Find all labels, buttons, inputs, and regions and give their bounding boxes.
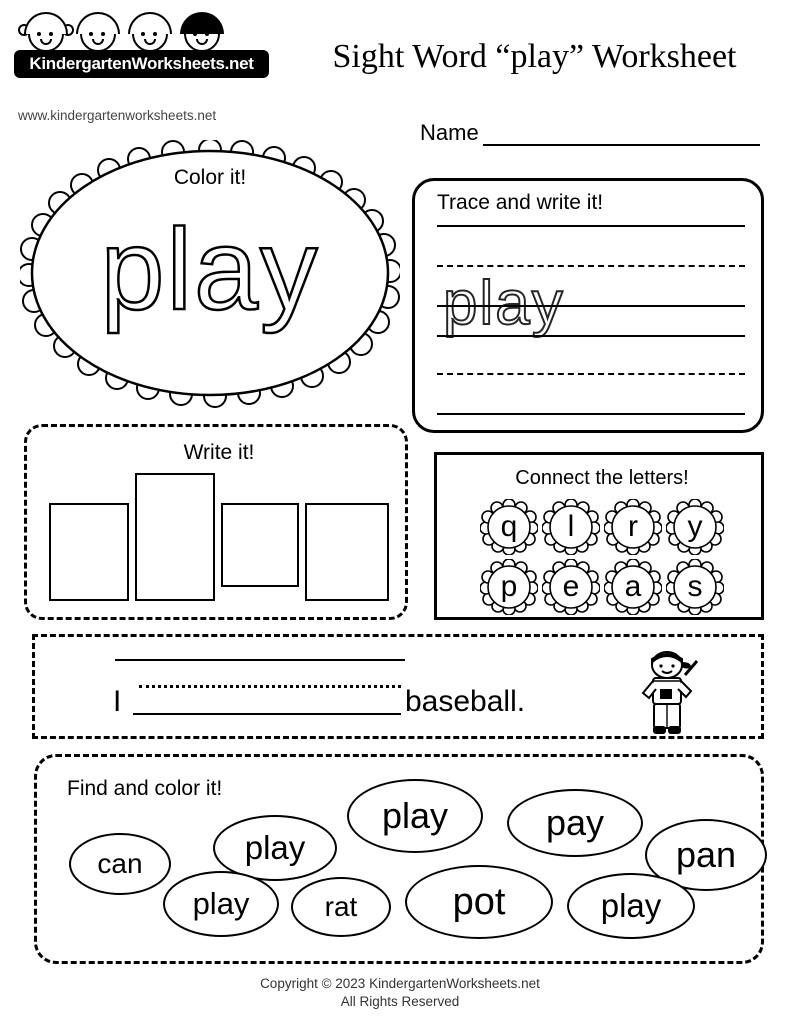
site-url[interactable]: www.kindergartenworksheets.net	[18, 108, 217, 123]
letter-flower[interactable]	[480, 499, 538, 555]
flower-letter: p	[500, 570, 518, 603]
word-bubble[interactable]	[405, 865, 553, 939]
word-bubble-label: play	[600, 887, 662, 924]
letter-flower[interactable]	[480, 559, 538, 615]
baseball-player-icon	[621, 645, 713, 737]
word-bubble[interactable]	[291, 877, 391, 937]
letter-box[interactable]	[135, 473, 215, 601]
flower-letter: s	[687, 570, 703, 603]
logo-worksheets-text: Worksheets.net	[131, 54, 254, 73]
trace-and-write-section	[412, 178, 764, 433]
connect-row-top	[447, 499, 757, 555]
word-bubble-label: pay	[545, 802, 605, 843]
site-logo[interactable]	[14, 12, 269, 78]
flower-letter: a	[624, 570, 642, 603]
logo-kindergarten-text: Kindergarten	[29, 54, 132, 73]
sentence-pronoun: I	[113, 685, 122, 718]
word-bubble-label: rat	[324, 891, 358, 922]
color-it-section	[20, 140, 400, 410]
word-bubble[interactable]	[69, 833, 171, 895]
flower-letter: l	[567, 510, 575, 543]
sentence-top-line[interactable]	[115, 659, 405, 661]
flower-letter: r	[628, 510, 638, 543]
word-bubble-label: play	[381, 795, 449, 836]
name-input-line[interactable]	[483, 124, 760, 146]
trace-word: play	[443, 269, 565, 338]
connect-letters-section	[434, 452, 764, 620]
letter-flower[interactable]	[542, 559, 600, 615]
page-title: Sight Word “play” Worksheet	[332, 38, 737, 75]
connect-row-bottom	[447, 559, 757, 615]
sentence-section	[32, 634, 764, 739]
color-it-caption: Color it!	[173, 166, 247, 189]
word-bubble[interactable]	[567, 873, 695, 939]
connect-caption: Connect the letters!	[515, 467, 689, 489]
connect-flower-grid	[447, 499, 757, 615]
trace-lines[interactable]	[437, 225, 745, 421]
letter-box[interactable]	[305, 503, 389, 601]
word-bubble-label: play	[192, 886, 250, 921]
color-it-word: play	[100, 206, 320, 334]
name-field-row	[420, 120, 760, 146]
name-label: Name	[420, 120, 479, 145]
letter-flower[interactable]	[542, 499, 600, 555]
flower-letter: q	[500, 510, 518, 543]
letter-box[interactable]	[49, 503, 129, 601]
footer	[0, 975, 800, 1011]
trace-caption: Trace and write it!	[437, 191, 604, 214]
rights-line: All Rights Reserved	[340, 994, 460, 1009]
copyright-line: Copyright © 2023 KindergartenWorksheets.net	[260, 976, 540, 991]
letter-box[interactable]	[221, 503, 299, 587]
flower-letter: y	[687, 510, 703, 543]
word-bubble[interactable]	[163, 871, 279, 937]
find-and-color-section	[34, 754, 764, 964]
sentence-blank-line[interactable]	[133, 713, 401, 715]
word-bubble-label: can	[97, 848, 143, 879]
word-bubble-label: pot	[452, 880, 506, 923]
letter-flower[interactable]	[666, 499, 724, 555]
letter-flower[interactable]	[666, 559, 724, 615]
logo-wordmark	[14, 50, 269, 78]
letter-flower[interactable]	[604, 559, 662, 615]
find-color-caption: Find and color it!	[67, 777, 223, 800]
flower-letter: e	[562, 570, 580, 603]
word-bubble[interactable]	[347, 779, 483, 853]
word-bubble-label: pan	[675, 834, 737, 875]
word-bubble-label: play	[244, 829, 306, 866]
write-it-section	[24, 424, 408, 620]
sentence-word: baseball.	[405, 685, 526, 718]
sentence-dotted-line[interactable]	[139, 685, 401, 688]
word-bubble[interactable]	[507, 789, 643, 857]
write-it-boxes	[49, 473, 397, 609]
write-it-caption: Write it!	[183, 441, 255, 464]
letter-flower[interactable]	[604, 499, 662, 555]
